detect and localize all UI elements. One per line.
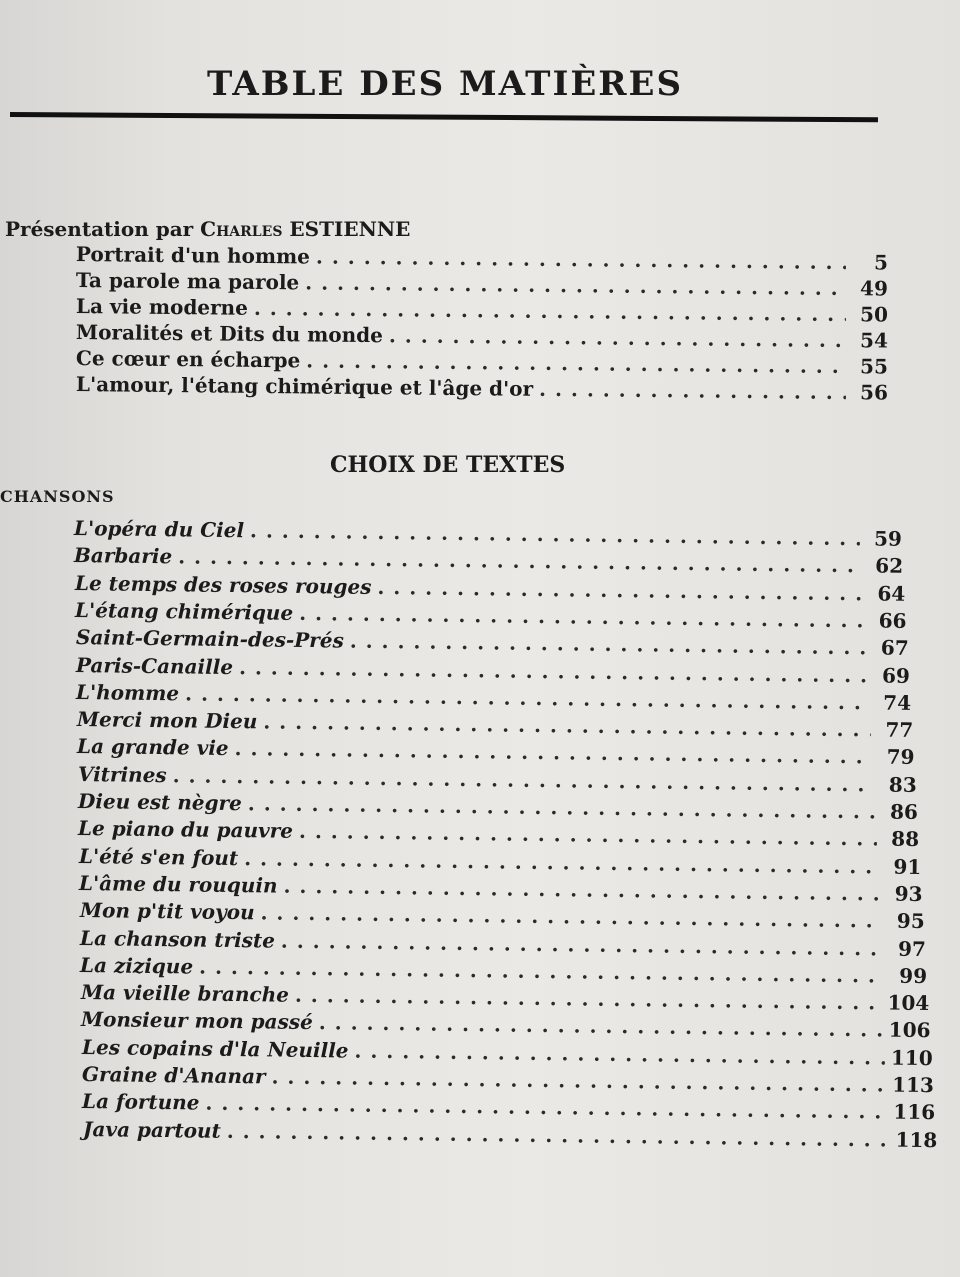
- toc-entry-title: Graine d'Ananar: [81, 1062, 266, 1089]
- toc-entry-title: Ce cœur en écharpe: [75, 346, 301, 373]
- toc-entry-title: Le piano du pauvre: [78, 816, 294, 844]
- dot-leader: [295, 983, 882, 1015]
- toc-entry-page: 88: [891, 826, 920, 852]
- toc-entry-title: La zizique: [80, 952, 194, 979]
- dot-leader: [254, 296, 846, 326]
- toc-entry-title: Paris-Canaille: [75, 652, 234, 679]
- toc-entry-page: 5: [873, 250, 889, 275]
- dot-leader: [235, 736, 873, 768]
- title-rule: [10, 112, 878, 122]
- toc-entry-title: Vitrines: [77, 761, 167, 787]
- dot-leader: [349, 629, 866, 660]
- dot-leader: [226, 1118, 889, 1151]
- toc-entry-page: 113: [892, 1072, 935, 1098]
- toc-entry-page: 74: [883, 690, 912, 715]
- toc-entry-title: Saint-Germain-des-Prés: [75, 625, 344, 653]
- toc-entry-page: 118: [895, 1127, 938, 1152]
- toc-entry-title: La grande vie: [77, 734, 229, 761]
- toc-entry-page: 49: [859, 276, 889, 301]
- toc-entry-page: 54: [859, 328, 889, 353]
- toc-entry-page: 66: [878, 608, 907, 633]
- dot-leader: [239, 655, 868, 687]
- dot-leader: [377, 575, 863, 605]
- toc-entry-page: 77: [885, 717, 914, 743]
- dot-leader: [319, 1011, 883, 1042]
- toc-entry-title: La chanson triste: [79, 925, 276, 953]
- toc-entry-page: 91: [893, 854, 922, 879]
- dot-leader: [244, 846, 879, 878]
- page-title: TABLE DES MATIÈRES: [206, 64, 683, 104]
- dot-leader: [305, 270, 846, 300]
- toc-entry-title: Java partout: [82, 1116, 221, 1143]
- dot-leader: [284, 874, 881, 906]
- toc-entry-title: L'étang chimérique: [75, 597, 294, 625]
- toc-entry-page: 59: [873, 526, 903, 551]
- dot-leader: [306, 348, 846, 378]
- toc-entry-title: Mon p'tit voyou: [79, 898, 255, 925]
- toc-entry-page: 99: [899, 963, 928, 988]
- toc-entry-title: Moralités et Dits du monde: [75, 320, 384, 348]
- toc-entry-page: 97: [897, 936, 927, 961]
- subsection-heading: CHANSONS: [0, 487, 115, 506]
- dot-leader: [299, 819, 877, 851]
- toc-entry-page: 106: [888, 1017, 931, 1043]
- toc-entry-title: Monsieur mon passé: [81, 1007, 314, 1035]
- dot-leader: [299, 601, 865, 632]
- toc-entry-title: L'opéra du Ciel: [73, 516, 245, 543]
- toc-entry-title: L'été s'en fout: [78, 843, 239, 870]
- toc-entry-page: 55: [859, 354, 889, 379]
- toc-entry-title: Dieu est nègre: [77, 789, 243, 816]
- dot-leader: [281, 928, 884, 960]
- toc-entry-page: 56: [859, 380, 889, 405]
- toc-entry-page: 50: [859, 302, 889, 327]
- presentation-author-last: ESTIENNE: [289, 217, 411, 241]
- toc-entry-page: 79: [886, 744, 915, 770]
- presentation-prefix: Présentation par: [5, 217, 194, 241]
- toc-entry-title: L'homme: [76, 679, 180, 706]
- toc-entry-title: La fortune: [82, 1089, 201, 1115]
- dot-leader: [539, 377, 846, 404]
- toc-entry-title: L'âme du rouquin: [79, 870, 278, 898]
- toc-entry-page: 93: [894, 881, 923, 906]
- dot-leader: [260, 901, 882, 933]
- toc-entry-page: 110: [890, 1045, 933, 1070]
- toc-entry-page: 83: [888, 772, 917, 797]
- toc-entry-page: 69: [881, 663, 911, 688]
- dot-leader: [354, 1038, 885, 1069]
- toc-entry-page: 104: [887, 990, 930, 1016]
- toc-entry-page: 64: [877, 581, 906, 606]
- dot-leader: [206, 1091, 888, 1124]
- toc-entry-title: Le temps des roses rouges: [74, 570, 372, 599]
- section-title: CHOIX DE TEXTES: [330, 452, 566, 478]
- toc-entry-title: Ma vieille branche: [80, 980, 289, 1007]
- toc-entry-title: Merci mon Dieu: [76, 707, 258, 734]
- toc-entry-page: 67: [880, 635, 909, 661]
- toc-entry-title: Les copains d'la Neuille: [81, 1034, 349, 1063]
- dot-leader: [316, 245, 846, 275]
- toc-entry-title: L'amour, l'étang chimérique et l'âge d'or: [75, 372, 534, 401]
- presentation-heading: [5, 217, 410, 241]
- toc-entry-title: Barbarie: [74, 543, 173, 569]
- presentation-author-first: Charles: [200, 217, 283, 241]
- toc-entry-page: 95: [896, 908, 925, 934]
- toc-entry-page: 116: [893, 1099, 936, 1125]
- toc-entry-title: La vie moderne: [75, 294, 249, 320]
- toc-entry-title: Portrait d'un homme: [75, 242, 311, 269]
- toc-entry-title: Ta parole ma parole: [75, 268, 300, 295]
- toc-entry-page: 62: [875, 553, 904, 579]
- dot-leader: [178, 545, 861, 578]
- dot-leader: [250, 518, 860, 550]
- dot-leader: [389, 323, 846, 352]
- toc-entry-page: 86: [889, 799, 919, 824]
